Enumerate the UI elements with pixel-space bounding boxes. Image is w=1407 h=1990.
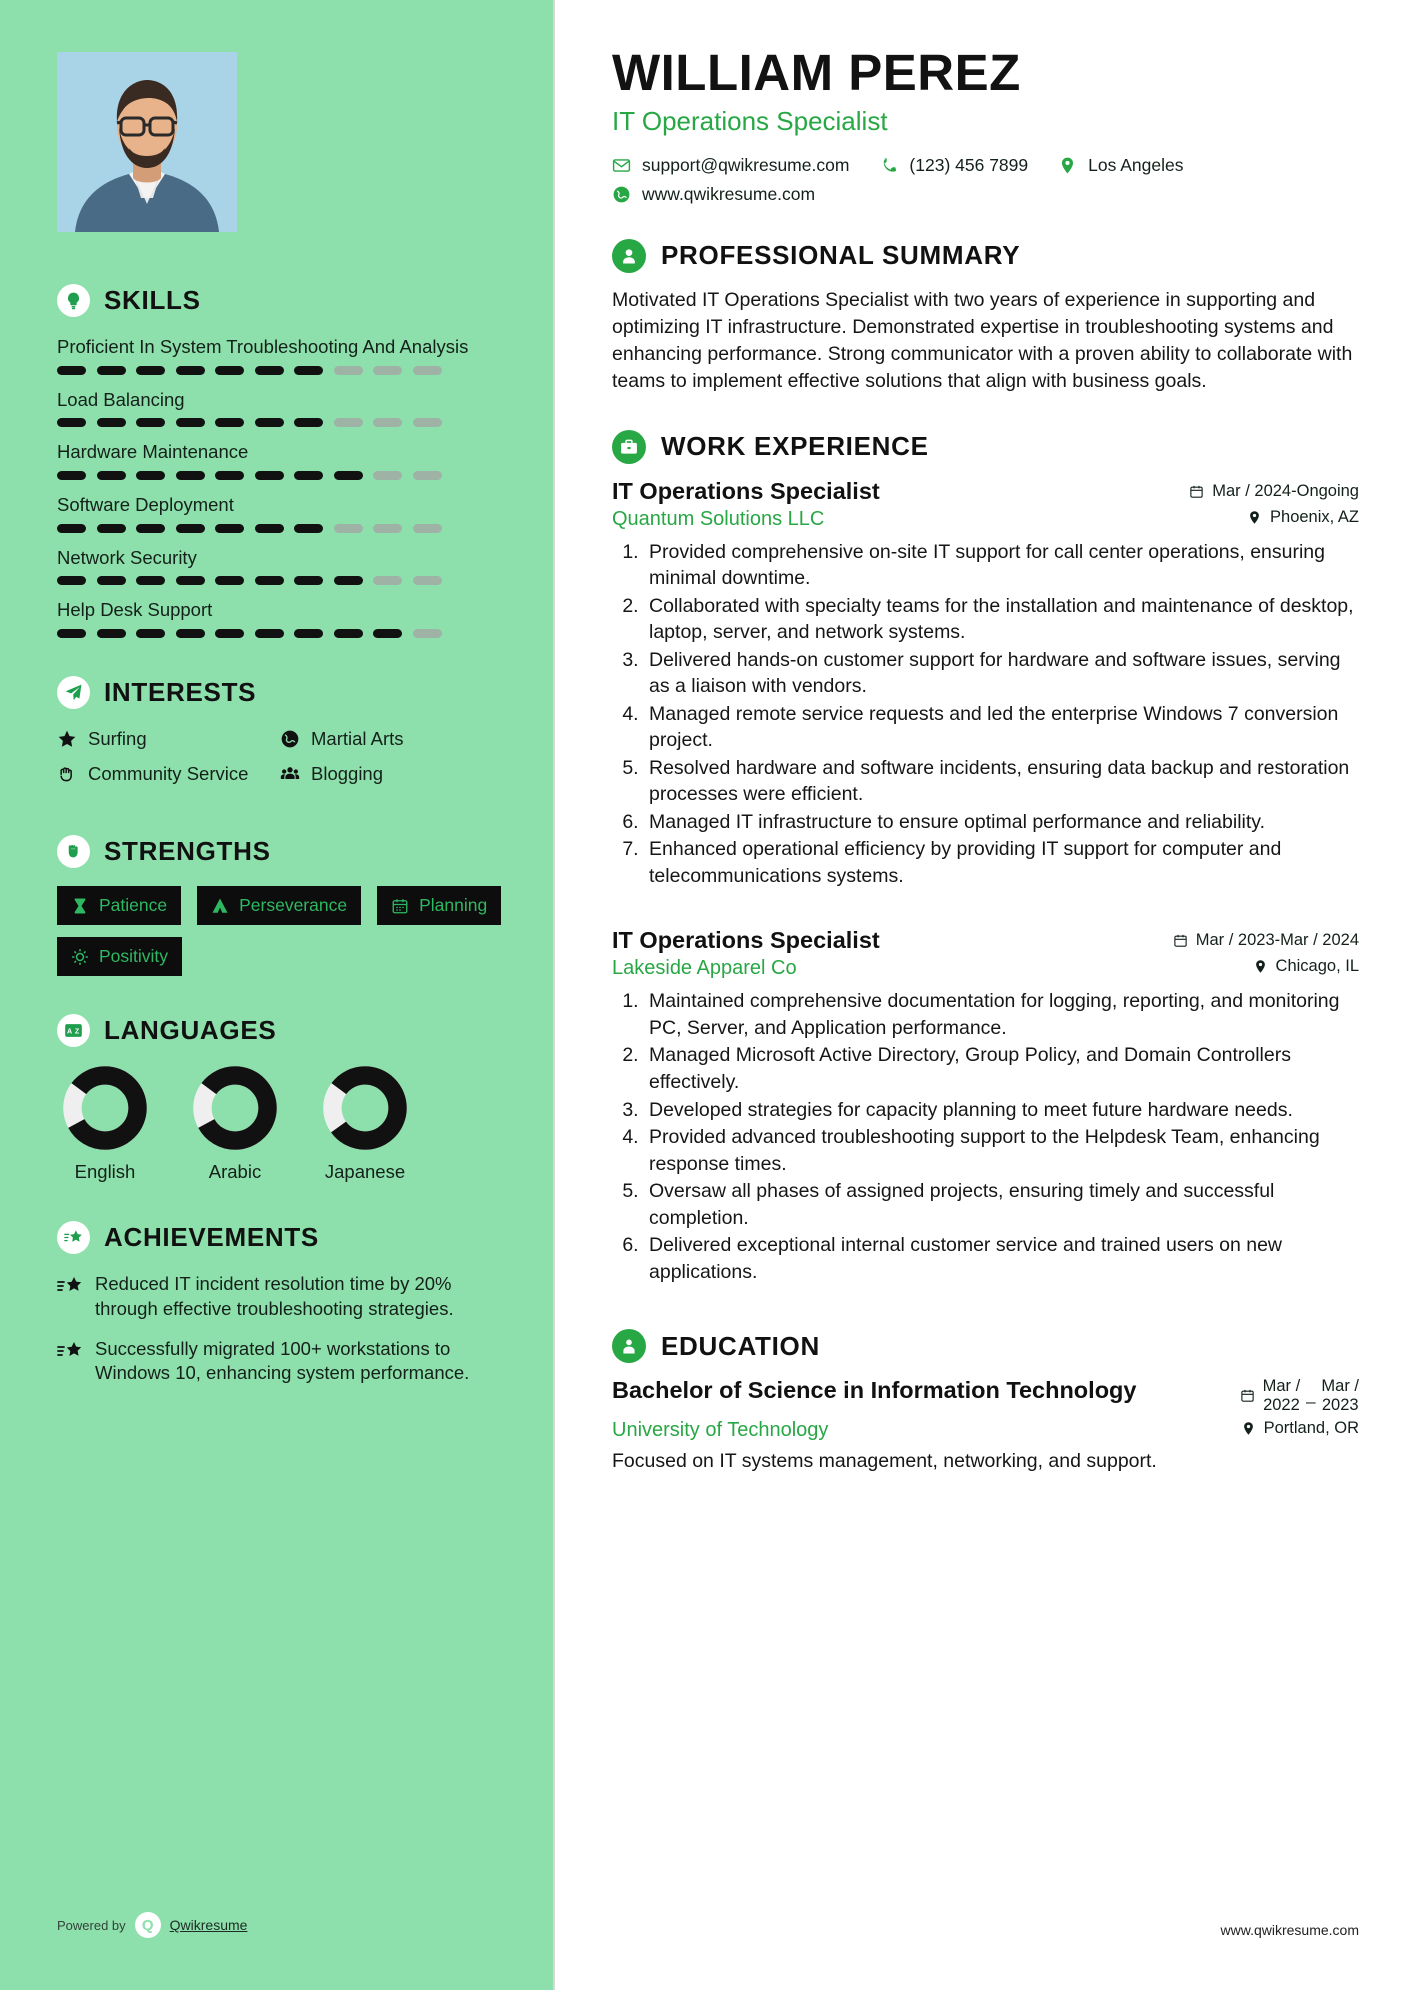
- skill-item: [57, 335, 503, 375]
- education-header: [612, 1329, 1359, 1363]
- job-title: IT Operations Specialist: [612, 477, 880, 504]
- skill-dash: [57, 629, 86, 638]
- skill-dash: [176, 524, 205, 533]
- job-bullets: [612, 539, 1359, 890]
- achievement-text: Successfully migrated 100+ workstations to Windows 10, enhancing system performance.: [95, 1337, 470, 1384]
- education-dates: [1240, 1377, 1359, 1415]
- skill-dash: [294, 471, 323, 480]
- interest-label: Community Service: [88, 763, 249, 785]
- skill-dash: [373, 576, 402, 585]
- job-company-row: [612, 957, 1359, 980]
- main-content: [555, 0, 1407, 1990]
- skill-dash: [57, 418, 86, 427]
- contact-row-primary: [612, 155, 1359, 176]
- job-bullet: 3. Delivered hands-on customer support for hardware and software issues, serving as a liaison with vendors.: [644, 647, 1359, 700]
- skill-dash: [136, 576, 165, 585]
- job-company: Quantum Solutions LLC: [612, 507, 825, 530]
- contact-row-secondary: [612, 184, 1359, 205]
- education-start-year: 2022: [1263, 1395, 1300, 1414]
- map-pin-icon: [1247, 510, 1262, 525]
- education-degree: Bachelor of Science in Information Technology: [612, 1377, 1137, 1404]
- strengths-list: [57, 886, 503, 976]
- language-label: English: [74, 1161, 136, 1183]
- education-start-date: [1263, 1377, 1301, 1415]
- achievements-section: [57, 1221, 503, 1386]
- skill-dash: [57, 471, 86, 480]
- job-bullet: 5. Oversaw all phases of assigned projects, ensuring timely and successful completion.: [644, 1178, 1359, 1231]
- skill-dash: [215, 418, 244, 427]
- skill-dash: [255, 576, 284, 585]
- shooting-star-icon: [57, 1340, 83, 1364]
- skill-dash: [57, 366, 86, 375]
- job-dates-text: Mar / 2023-Mar / 2024: [1195, 931, 1359, 950]
- skills-header: [57, 284, 503, 317]
- contact-website[interactable]: [612, 184, 815, 205]
- job-company-row: [612, 508, 1359, 531]
- skill-dash: [373, 418, 402, 427]
- job-bullet: 4. Provided advanced troubleshooting support to the Helpdesk Team, enhancing response times.: [644, 1124, 1359, 1177]
- skill-label: Help Desk Support: [57, 599, 213, 621]
- job-entry: [612, 927, 1359, 1285]
- languages-list: [57, 1065, 503, 1183]
- interest-item: [280, 762, 503, 786]
- skill-dash: [334, 366, 363, 375]
- skill-dash: [255, 366, 284, 375]
- work-experience-section: [612, 430, 1359, 1285]
- achievements-title: ACHIEVEMENTS: [104, 1222, 319, 1253]
- skill-dash: [294, 629, 323, 638]
- skill-label: Proficient In System Troubleshooting And Analysis: [57, 336, 469, 357]
- strength-label: Positivity: [99, 946, 169, 967]
- job-bullet: 6. Delivered exceptional internal customer service and trained users on new applications.: [644, 1232, 1359, 1285]
- interests-section: [57, 676, 503, 797]
- work-experience-title: WORK EXPERIENCE: [661, 431, 929, 462]
- skill-label: Load Balancing: [57, 388, 185, 410]
- strength-label: Perseverance: [239, 895, 348, 916]
- job-title-row: [612, 927, 1359, 954]
- job-bullets: [612, 988, 1359, 1285]
- education-date-separator: _: [1306, 1386, 1316, 1405]
- strength-chip: [377, 886, 501, 925]
- contact-website-text: www.qwikresume.com: [642, 183, 816, 204]
- skill-dash: [373, 366, 402, 375]
- job-bullet: 6. Managed IT infrastructure to ensure optimal performance and reliability.: [644, 809, 1359, 836]
- skill-dash: [57, 576, 86, 585]
- skill-dash: [176, 576, 205, 585]
- skill-dash: [255, 629, 284, 638]
- skill-dash: [136, 471, 165, 480]
- job-location-text: Phoenix, AZ: [1270, 507, 1359, 526]
- interests-list: [57, 727, 503, 797]
- education-title-row: [612, 1377, 1359, 1415]
- skill-dash: [136, 629, 165, 638]
- job-bullet: 2. Collaborated with specialty teams for the installation and maintenance of desktop, laptop, server, and network systems.: [644, 593, 1359, 646]
- skill-dash: [215, 471, 244, 480]
- job-entry: [612, 478, 1359, 890]
- professional-summary-text: Motivated IT Operations Specialist with two years of experience in supporting and optimizing IT infrastructure. Demonstrated expertise in troubleshooting systems and enhancing performance. Strong communicator with a proven ability to collaborate with teams to implement effective solutions that align with business goals.: [612, 288, 1353, 393]
- strength-label: Patience: [99, 895, 168, 916]
- achievement-item: [57, 1272, 503, 1321]
- skill-dash: [255, 418, 284, 427]
- skill-rating-bar: [57, 524, 503, 533]
- interest-item: [57, 762, 280, 786]
- skill-dash: [215, 629, 244, 638]
- lightbulb-icon: [57, 284, 90, 317]
- skill-item: [57, 388, 503, 428]
- job-bullet: 4. Managed remote service requests and led the enterprise Windows 7 conversion project.: [644, 701, 1359, 754]
- skill-dash: [334, 524, 363, 533]
- star-icon: [57, 729, 77, 749]
- job-bullet: 1. Maintained comprehensive documentation for logging, reporting, and monitoring PC, Server, and Application performance.: [644, 988, 1359, 1041]
- skill-dash: [294, 366, 323, 375]
- powered-by: [57, 1912, 247, 1938]
- skill-dash: [294, 576, 323, 585]
- skill-dash: [373, 629, 402, 638]
- hourglass-icon: [71, 897, 89, 915]
- skill-dash: [97, 418, 126, 427]
- languages-header: [57, 1014, 503, 1047]
- strengths-title: STRENGTHS: [104, 836, 271, 867]
- skill-dash: [413, 366, 442, 375]
- job-dates: [1173, 931, 1359, 950]
- skill-dash: [294, 418, 323, 427]
- skill-rating-bar: [57, 471, 503, 480]
- globe-icon: [612, 185, 631, 204]
- education-location: [1241, 1419, 1359, 1438]
- footer-url: www.qwikresume.com: [1220, 1922, 1359, 1938]
- phone-icon: [879, 156, 898, 175]
- calendar-icon: [1189, 484, 1204, 499]
- skill-dash: [334, 576, 363, 585]
- calendar-icon: [1240, 1388, 1255, 1403]
- skill-dash: [334, 629, 363, 638]
- strength-chip: [57, 937, 182, 976]
- job-title-row: [612, 478, 1359, 505]
- skill-dash: [97, 629, 126, 638]
- user-circle-icon: [612, 239, 646, 273]
- skill-item: [57, 493, 503, 533]
- map-pin-icon: [1241, 1421, 1256, 1436]
- globe-icon: [280, 729, 300, 749]
- achievements-header: [57, 1221, 503, 1254]
- skill-item: [57, 440, 503, 480]
- language-item: [187, 1065, 283, 1183]
- job-title: IT Operations Specialist: [612, 927, 880, 954]
- work-experience-header: [612, 430, 1359, 464]
- job-bullet: 3. Developed strategies for capacity planning to meet future hardware needs.: [644, 1097, 1359, 1124]
- users-icon: [280, 764, 300, 784]
- skill-dash: [373, 471, 402, 480]
- job-location: [1247, 508, 1359, 527]
- interest-label: Martial Arts: [311, 728, 404, 750]
- education-description: Focused on IT systems management, networking, and support.: [612, 1449, 1157, 1472]
- strengths-header: [57, 835, 503, 868]
- achievement-text: Reduced IT incident resolution time by 20% through effective troubleshooting strategies.: [95, 1273, 454, 1319]
- skill-dash: [413, 471, 442, 480]
- skill-dash: [373, 524, 402, 533]
- job-dates: [1189, 482, 1359, 501]
- envelope-icon: [612, 156, 631, 175]
- skill-dash: [215, 366, 244, 375]
- powered-by-label: Powered by: [57, 1917, 126, 1933]
- interests-title: INTERESTS: [104, 677, 257, 708]
- calendar-icon: [1173, 933, 1188, 948]
- skill-dash: [334, 418, 363, 427]
- briefcase-icon: [612, 430, 646, 464]
- svg-text:Z: Z: [74, 1027, 80, 1036]
- job-bullet: 1. Provided comprehensive on-site IT support for call center operations, ensuring minimal downtime.: [644, 539, 1359, 592]
- skill-label: Network Security: [57, 546, 197, 568]
- job-bullet: 5. Resolved hardware and software incidents, ensuring data backup and restoration processes were efficient.: [644, 755, 1359, 808]
- education-title: EDUCATION: [661, 1330, 820, 1361]
- education-end-month: Mar /: [1321, 1377, 1359, 1396]
- map-pin-icon: [1058, 156, 1077, 175]
- page-title: WILLIAM PEREZ: [612, 44, 1021, 101]
- skill-dash: [57, 524, 86, 533]
- skill-rating-bar: [57, 576, 503, 585]
- education-section: [612, 1329, 1359, 1474]
- skill-dash: [413, 629, 442, 638]
- job-role-subtitle: IT Operations Specialist: [612, 105, 888, 136]
- skill-dash: [136, 366, 165, 375]
- education-end-year: 2023: [1321, 1395, 1359, 1414]
- interests-header: [57, 676, 503, 709]
- interest-item: [280, 727, 503, 751]
- skill-dash: [176, 471, 205, 480]
- job-bullet: 7. Enhanced operational efficiency by providing IT support for computer and telecommunications systems.: [644, 836, 1359, 889]
- skills-title: SKILLS: [104, 285, 201, 315]
- map-pin-icon: [1253, 959, 1268, 974]
- skill-dash: [97, 366, 126, 375]
- professional-summary-title: PROFESSIONAL SUMMARY: [661, 240, 1021, 271]
- job-bullet: 2. Managed Microsoft Active Directory, Group Policy, and Domain Controllers effectively.: [644, 1042, 1359, 1095]
- translate-icon: [57, 1014, 90, 1047]
- skill-rating-bar: [57, 418, 503, 427]
- skill-label: Hardware Maintenance: [57, 441, 249, 463]
- language-donut: [62, 1065, 148, 1151]
- skill-rating-bar: [57, 629, 503, 638]
- strength-chip: [57, 886, 181, 925]
- qwikresume-logo-icon: Q: [135, 1912, 161, 1938]
- languages-section: [57, 1014, 503, 1183]
- skill-dash: [176, 366, 205, 375]
- skill-dash: [97, 576, 126, 585]
- shooting-star-icon: [57, 1275, 83, 1299]
- job-location-text: Chicago, IL: [1275, 957, 1359, 976]
- skill-item: [57, 598, 503, 638]
- skills-section: [57, 284, 503, 638]
- shooting-star-icon: [57, 1221, 90, 1254]
- skill-dash: [413, 576, 442, 585]
- mountain-icon: [211, 897, 229, 915]
- skill-dash: [97, 524, 126, 533]
- skill-dash: [334, 471, 363, 480]
- sidebar: [0, 0, 555, 1990]
- skill-dash: [255, 471, 284, 480]
- calendar-icon: [391, 897, 409, 915]
- contact-phone[interactable]: [879, 155, 1028, 176]
- interest-label: Blogging: [311, 763, 384, 785]
- job-location: [1253, 957, 1359, 976]
- education-date-range: [1263, 1377, 1359, 1415]
- job-dates-text: Mar / 2024-Ongoing: [1212, 481, 1359, 500]
- paper-plane-icon: [57, 676, 90, 709]
- skill-label: Software Deployment: [57, 494, 234, 516]
- job-company: Lakeside Apparel Co: [612, 957, 797, 980]
- skills-list: [57, 335, 503, 638]
- skill-dash: [215, 524, 244, 533]
- contact-phone-text: (123) 456 7899: [909, 154, 1029, 175]
- languages-title: LANGUAGES: [104, 1015, 277, 1046]
- achievement-item: [57, 1337, 503, 1386]
- interest-label: Surfing: [88, 728, 147, 750]
- skill-dash: [255, 524, 284, 533]
- skill-dash: [136, 524, 165, 533]
- education-school: University of Technology: [612, 1418, 829, 1441]
- contact-location: [1058, 155, 1183, 176]
- skill-dash: [176, 629, 205, 638]
- contact-email[interactable]: [612, 155, 849, 176]
- contact-email-text: support@qwikresume.com: [642, 154, 850, 175]
- skill-dash: [97, 471, 126, 480]
- skill-dash: [413, 418, 442, 427]
- strength-chip: [197, 886, 361, 925]
- language-label: Japanese: [324, 1161, 406, 1183]
- skill-dash: [215, 576, 244, 585]
- skill-dash: [413, 524, 442, 533]
- strengths-section: [57, 835, 503, 976]
- language-item: [317, 1065, 413, 1183]
- strength-label: Planning: [419, 895, 488, 916]
- skill-item: [57, 546, 503, 586]
- education-start-month: Mar /: [1262, 1377, 1301, 1396]
- skill-dash: [176, 418, 205, 427]
- sun-icon: [71, 948, 89, 966]
- avatar: [57, 52, 237, 232]
- professional-summary-header: [612, 239, 1359, 273]
- skill-dash: [136, 418, 165, 427]
- svg-text:A: A: [66, 1027, 73, 1036]
- graduation-icon: [612, 1329, 646, 1363]
- interest-item: [57, 727, 280, 751]
- education-end-date: [1321, 1377, 1359, 1415]
- language-label: Arabic: [208, 1161, 262, 1183]
- education-location-text: Portland, OR: [1263, 1418, 1359, 1437]
- language-donut: [192, 1065, 278, 1151]
- professional-summary-section: [612, 239, 1359, 396]
- education-school-row: [612, 1419, 1359, 1442]
- fist-icon: [57, 835, 90, 868]
- language-item: [57, 1065, 153, 1183]
- language-donut: [322, 1065, 408, 1151]
- hand-icon: [57, 764, 77, 784]
- contact-location-text: Los Angeles: [1088, 154, 1184, 175]
- skill-dash: [294, 524, 323, 533]
- skill-rating-bar: [57, 366, 503, 375]
- qwikresume-brand-link[interactable]: Qwikresume: [169, 1917, 248, 1933]
